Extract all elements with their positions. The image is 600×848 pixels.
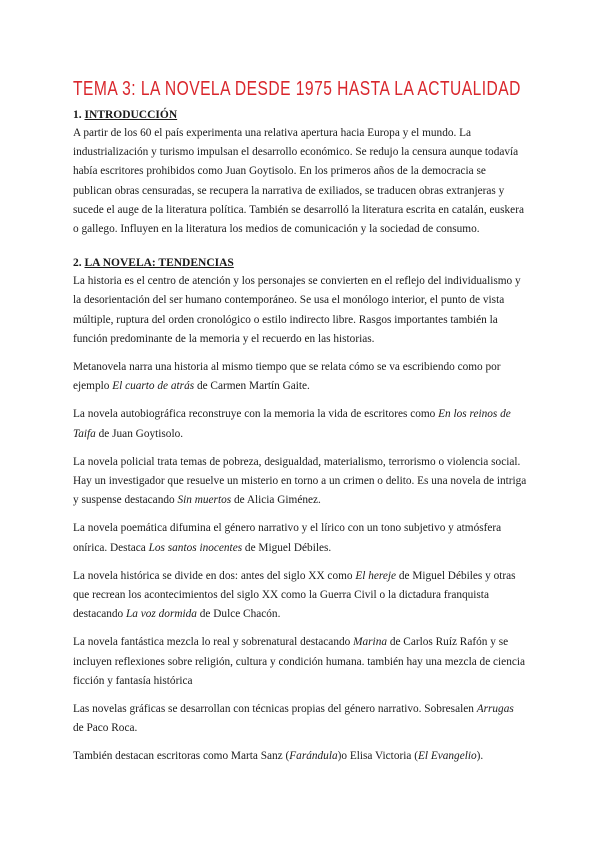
section-number: 2.: [73, 257, 82, 270]
section-title: LA NOVELA: TENDENCIAS: [84, 257, 234, 270]
work-title: Arrugas: [476, 703, 514, 716]
work-title: El Evangelio: [417, 750, 477, 763]
paragraph-historica: [73, 567, 527, 625]
work-title: La voz dormida: [126, 608, 197, 621]
text: Las novelas gráficas se desarrollan con técnicas propias del género narrativo. Sobresalen: [73, 703, 477, 716]
text: La novela autobiográfica reconstruye con la memoria la vida de escritores como: [73, 408, 439, 421]
paragraph-policial: [73, 453, 527, 511]
text: de Carlos Ruíz Rafón y se incluyen reflexiones sobre religión, cultura y condición humana. también hay una mezcla de ciencia ficción y fantasía histórica: [73, 636, 526, 687]
text: de Miguel Débiles y otras que recrean los acontecimientos del siglo XX como la Guerra Civil o la dictadura franquista destacando: [73, 569, 516, 621]
section-heading: [73, 107, 527, 124]
section-number: 1.: [73, 109, 82, 121]
paragraph-metanovela: [73, 358, 527, 396]
text: La novela histórica se divide en dos: antes del siglo XX como: [73, 569, 356, 582]
text: de Miguel Débiles.: [242, 541, 332, 554]
text: )o Elisa Victoria (: [337, 750, 418, 763]
paragraph-autobiografica: [73, 405, 527, 443]
work-title: El hereje: [355, 569, 397, 582]
text: de Dulce Chacón.: [196, 608, 281, 621]
text: Metanovela narra una historia al mismo tiempo que se relata cómo se va escribiendo como por ejemplo: [73, 361, 501, 393]
text: También destacan escritoras como Marta Sanz (: [73, 750, 290, 763]
paragraph: A partir de los 60 el país experimenta una relativa apertura hacia Europa y el mundo. La industrialización y turismo impulsan el desarrollo económico. Se redujo la censura aunque todavía había escritores prohibidos como Juan Goytisolo. En los primeros años de la democracia se publican obras censuradas, se recupera la narrativa de exiliados, se traducen obras extranjeras y sucede el auge de la literatura política. También se desarrolló la literatura escrita en catalán, euskera o gallego. Influyen en la literatura los medios de comunicación y la sociedad de consumo.: [73, 127, 524, 236]
paragraph: La historia es el centro de atención y los personajes se convierten en el reflejo del individualismo y la desorientación del ser humano contemporáneo. Se usa el monólogo interior, el punto de vista múltiple, ruptura del orden cronológico o estilo indirecto libre. Rasgos importantes también la función predominante de la memoria y el recuerdo en las historias.: [73, 275, 521, 345]
text: ).: [476, 750, 484, 763]
section-heading: [73, 255, 527, 272]
work-title: Marina: [353, 636, 387, 649]
paragraph-poematica: [73, 519, 527, 557]
section-tendencias: [73, 255, 527, 766]
section-title: INTRODUCCIÓN: [84, 109, 178, 121]
work-title: El cuarto de atrás: [112, 380, 195, 393]
work-title: Sin muertos: [177, 494, 232, 507]
paragraph-graficas: [73, 700, 527, 738]
paragraph-escritoras: [73, 747, 527, 766]
text: de Juan Goytisolo.: [95, 427, 184, 440]
paragraph-fantastica: [73, 633, 527, 691]
section-introduccion: [73, 107, 527, 239]
work-title: En los reinos de Taifa: [73, 408, 511, 440]
text: La novela fantástica mezcla lo real y sobrenatural destacando: [73, 636, 354, 649]
text: La novela poemática difumina el género narrativo y el lírico con un tono subjetivo y atmósfera onírica. Destaca: [73, 522, 502, 554]
text: de Carmen Martín Gaite.: [194, 380, 310, 393]
page-title: TEMA 3: LA NOVELA DESDE 1975 HASTA LA ACTUALIDAD: [73, 78, 521, 100]
text: de Paco Roca.: [73, 722, 138, 735]
text: de Alicia Giménez.: [231, 494, 321, 507]
text: La novela policial trata temas de pobreza, desigualdad, materialismo, terrorismo o violencia social. Hay un investigador que resuelve un misterio en torno a un crimen o delito. Es una novela de intriga y suspense destacando: [73, 455, 527, 507]
work-title: Farándula: [289, 750, 338, 763]
work-title: Los santos inocentes: [148, 541, 243, 554]
